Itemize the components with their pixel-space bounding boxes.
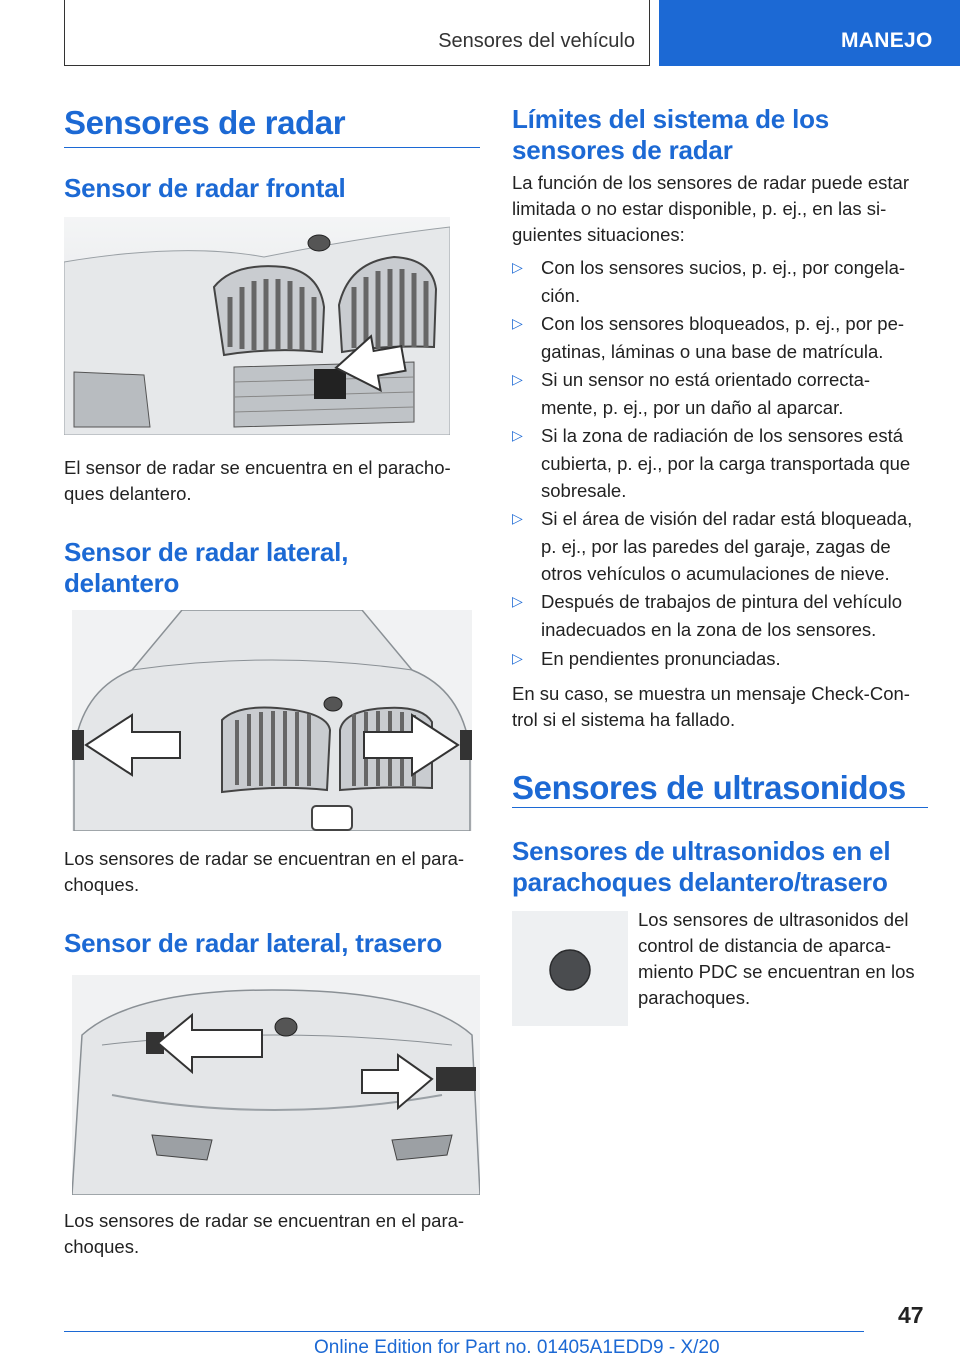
front-radar-illustration — [64, 217, 450, 435]
title-rule — [64, 147, 480, 148]
bullet-triangle-icon: ▷ — [512, 371, 523, 387]
limits-intro: La función de los sensores de radar puede estar limitada o no estar disponible, p. ej., en las si‐ guientes situaciones: — [512, 172, 909, 245]
lateral-front-radar-figure — [72, 610, 472, 831]
header-section-title: Sensores del vehículo — [438, 30, 635, 52]
ultrasonic-sensor-icon — [512, 911, 628, 1026]
bullet-triangle-icon: ▷ — [512, 427, 523, 443]
ultrasonic-title: Sensores de ultrasonidos — [512, 769, 906, 806]
lateral-rear-radar-caption: Los sensores de radar se encuentran en el para‐ choques. — [64, 1210, 465, 1257]
limits-bullet-6: ▷ Después de trabajos de pintura del vehículo inadecuados en la zona de los sensores. — [512, 588, 928, 643]
heading-lateral-front-radar: Sensor de radar lateral, delantero — [64, 537, 349, 598]
heading-ultrasonic-bumper: Sensores de ultrasonidos en el parachoques delantero/trasero — [512, 836, 891, 897]
lateral-front-radar-illustration — [72, 610, 472, 831]
header-box — [64, 0, 650, 66]
bullet-triangle-icon: ▷ — [512, 510, 523, 526]
front-radar-figure — [64, 217, 450, 435]
heading-system-limits: Límites del sistema de los sensores de radar — [512, 104, 830, 165]
bullet-triangle-icon: ▷ — [512, 593, 523, 609]
limits-bullet-7: ▷ En pendientes pronunciadas. — [512, 645, 928, 673]
limits-outro: En su caso, se muestra un mensaje Check-Con‐ trol si el sistema ha fallado. — [512, 683, 910, 730]
heading-front-radar: Sensor de radar frontal — [64, 173, 346, 203]
limits-bullet-5: ▷ Si el área de visión del radar está bloqueada, p. ej., por las paredes del garaje, zagas de otros vehículos o acumulaciones de nieve. — [512, 505, 928, 588]
chapter-tab-label: MANEJO — [841, 29, 933, 52]
footer-rule — [64, 1331, 864, 1332]
bullet-triangle-icon: ▷ — [512, 650, 523, 666]
chapter-tab[interactable] — [659, 0, 960, 66]
page-number: 47 — [898, 1302, 924, 1328]
ultrasonic-sensor-figure — [512, 911, 628, 1026]
lateral-rear-radar-figure — [72, 975, 480, 1195]
bullet-triangle-icon: ▷ — [512, 315, 523, 331]
lateral-rear-radar-illustration — [72, 975, 480, 1195]
limits-bullet-1: ▷ Con los sensores sucios, p. ej., por congela‐ ción. — [512, 254, 928, 309]
bullet-triangle-icon: ▷ — [512, 259, 523, 275]
limits-bullet-2: ▷ Con los sensores bloqueados, p. ej., por pe‐ gatinas, láminas o una base de matrícula. — [512, 310, 928, 365]
ultrasonic-description: Los sensores de ultrasonidos del control de distancia de aparca‐ miento PDC se encuentran en los parachoques. — [638, 909, 915, 1008]
limits-bullet-4: ▷ Si la zona de radiación de los sensores está cubierta, p. ej., por la carga transportada que sobresale. — [512, 422, 928, 505]
ultrasonic-title-rule — [512, 807, 928, 808]
footer-edition: Online Edition for Part no. 01405A1EDD9 - X/20 — [314, 1337, 720, 1358]
heading-lateral-rear-radar: Sensor de radar lateral, trasero — [64, 928, 443, 958]
limits-bullet-3: ▷ Si un sensor no está orientado correcta‐ mente, p. ej., por un daño al aparcar. — [512, 366, 928, 421]
front-radar-caption: El sensor de radar se encuentra en el paracho‐ ques delantero. — [64, 457, 451, 504]
lateral-front-radar-caption: Los sensores de radar se encuentran en el para‐ choques. — [64, 848, 465, 895]
page-title: Sensores de radar — [64, 104, 346, 141]
